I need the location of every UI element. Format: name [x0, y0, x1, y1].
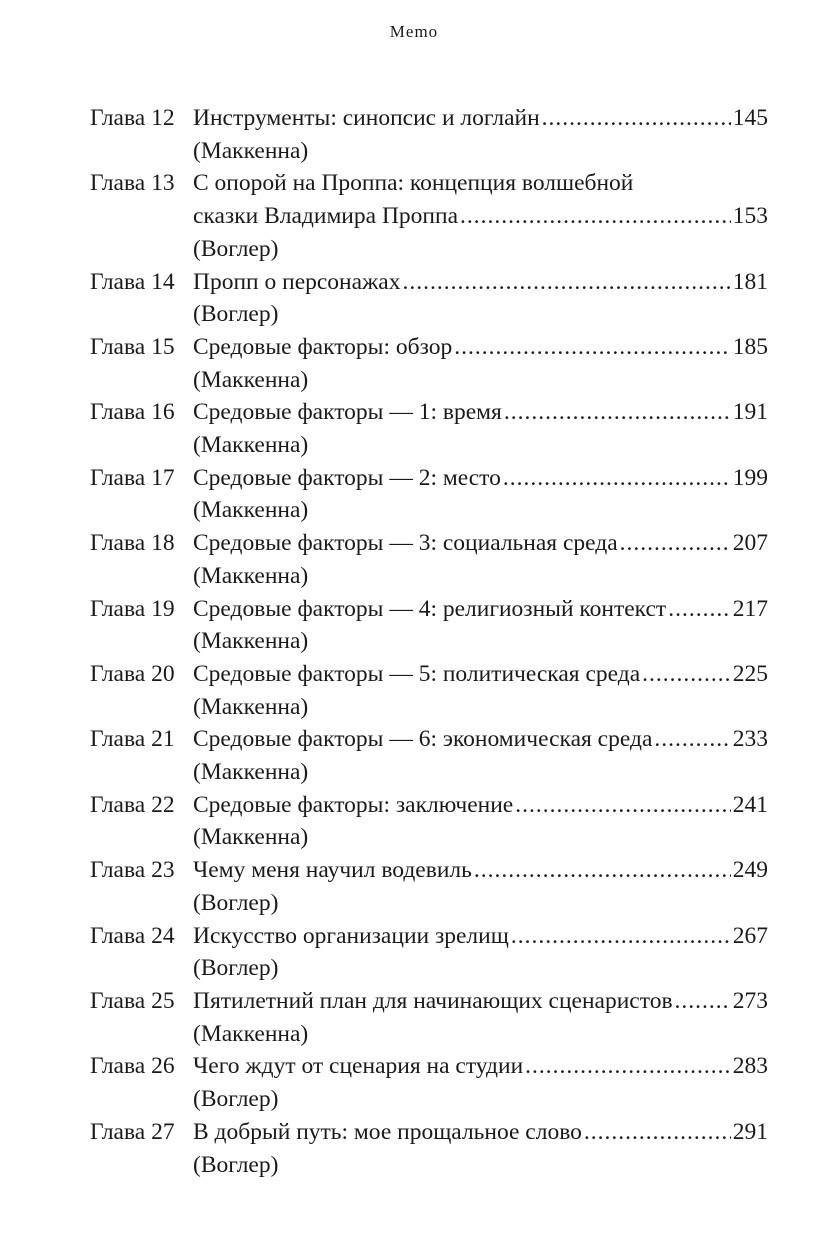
chapter-author: (Маккенна)	[193, 562, 309, 589]
page-number: 181	[732, 268, 768, 295]
chapter-title: Чего ждут от сценария на студии	[193, 1053, 524, 1080]
leader-dots	[642, 658, 731, 691]
toc-entry-22	[90, 789, 768, 854]
chapter-author: (Маккенна)	[193, 824, 309, 851]
toc-entry-19	[90, 593, 768, 658]
chapter-title-line	[193, 266, 768, 299]
chapter-author: (Маккенна)	[193, 497, 309, 524]
leader-dots	[460, 200, 731, 233]
toc-entry-27	[90, 1116, 768, 1181]
chapter-title-line	[193, 789, 768, 822]
leader-dots	[504, 396, 731, 429]
toc-entry-26	[90, 1050, 768, 1115]
chapter-author: (Маккенна)	[193, 759, 309, 786]
leader-dots	[668, 593, 731, 626]
chapter-title: Пятилетний план для начинающих сценаристов	[193, 987, 673, 1014]
chapter-title-line	[193, 331, 768, 364]
chapter-label: Глава 12	[90, 105, 175, 131]
leader-dots	[654, 723, 730, 756]
toc-entry-12	[90, 102, 768, 167]
chapter-title-line	[193, 658, 768, 691]
page-number: 233	[732, 726, 768, 753]
leader-dots	[525, 1050, 731, 1083]
chapter-author: (Воглер)	[193, 1086, 279, 1113]
chapter-author: (Маккенна)	[193, 137, 309, 164]
running-head: Memo	[389, 22, 439, 41]
chapter-label: Глава 23	[90, 857, 175, 884]
chapter-author: (Маккенна)	[193, 432, 309, 459]
chapter-title-line	[193, 920, 768, 953]
chapter-title: Средовые факторы — 5: политическая среда	[193, 660, 641, 687]
chapter-title-line	[193, 1116, 768, 1149]
chapter-title: С опорой на Проппа: концепция волшебной	[193, 170, 634, 197]
leader-dots	[584, 1116, 731, 1149]
chapter-title-line	[193, 723, 768, 756]
toc-entry-21	[90, 723, 768, 788]
chapter-title: Инструменты: синопсис и логлайн	[193, 105, 540, 131]
page-number: 185	[732, 333, 768, 360]
chapter-title-line	[193, 396, 768, 429]
chapter-title-line	[193, 593, 768, 626]
page-number: 217	[732, 595, 768, 622]
chapter-title-line	[193, 102, 768, 135]
chapter-title: Искусство организации зрелищ	[193, 922, 509, 949]
chapter-title-line	[193, 527, 768, 560]
chapter-author: (Воглер)	[193, 889, 279, 916]
chapter-label: Глава 18	[90, 530, 175, 557]
chapter-label: Глава 20	[90, 660, 175, 687]
chapter-author: (Маккенна)	[193, 1020, 309, 1047]
chapter-title: Средовые факторы — 2: место	[193, 464, 501, 491]
leader-dots	[675, 985, 731, 1018]
chapter-title-line	[193, 1050, 768, 1083]
chapter-title-continued: сказки Владимира Проппа	[193, 203, 458, 230]
chapter-label: Глава 25	[90, 987, 175, 1014]
page-number: 273	[732, 987, 768, 1014]
table-of-contents	[90, 102, 768, 1181]
chapter-label: Глава 27	[90, 1118, 175, 1145]
toc-entry-16	[90, 396, 768, 461]
page-number: 145	[732, 105, 768, 131]
leader-dots	[454, 331, 731, 364]
chapter-title: Чему меня научил водевиль	[193, 857, 472, 884]
chapter-label: Глава 17	[90, 464, 175, 491]
chapter-title-line	[193, 854, 768, 887]
chapter-title: Средовые факторы — 4: религиозный контекст	[193, 595, 667, 622]
chapter-label: Глава 15	[90, 333, 175, 360]
chapter-title: Средовые факторы: заключение	[193, 791, 514, 818]
chapter-title: Средовые факторы — 6: экономическая среда	[193, 726, 653, 753]
leader-dots	[542, 102, 731, 135]
chapter-label: Глава 13	[90, 170, 175, 197]
page-number: 225	[732, 660, 768, 687]
toc-entry-23	[90, 854, 768, 919]
chapter-author: (Воглер)	[193, 301, 279, 328]
chapter-author: (Маккенна)	[193, 366, 309, 393]
toc-entry-13	[90, 167, 768, 265]
toc-entry-24	[90, 920, 768, 985]
page-number: 241	[732, 791, 768, 818]
leader-dots	[474, 854, 731, 887]
toc-entry-20	[90, 658, 768, 723]
chapter-author: (Маккенна)	[193, 693, 309, 720]
page-number: 267	[732, 922, 768, 949]
chapter-title: Средовые факторы: обзор	[193, 333, 453, 360]
chapter-author: (Воглер)	[193, 955, 279, 982]
page-number: 153	[732, 203, 768, 230]
chapter-author: (Маккенна)	[193, 628, 309, 655]
chapter-author: (Воглер)	[193, 1151, 279, 1178]
toc-entry-17	[90, 462, 768, 527]
chapter-label: Глава 21	[90, 726, 175, 753]
chapter-label: Глава 24	[90, 922, 175, 949]
page-number: 191	[732, 399, 768, 426]
toc-entry-25	[90, 985, 768, 1050]
chapter-label: Глава 14	[90, 268, 175, 295]
page-number: 291	[732, 1118, 768, 1145]
chapter-title: Пропп о персонажах	[193, 268, 401, 295]
leader-dots	[503, 462, 731, 495]
leader-dots	[511, 920, 731, 953]
leader-dots	[515, 789, 731, 822]
chapter-label: Глава 19	[90, 595, 175, 622]
chapter-title-line	[193, 167, 768, 200]
page-number: 249	[732, 857, 768, 884]
chapter-label: Глава 26	[90, 1053, 175, 1080]
chapter-label: Глава 16	[90, 399, 175, 426]
page-number: 207	[732, 530, 768, 557]
chapter-title: Средовые факторы — 3: социальная среда	[193, 530, 618, 557]
toc-entry-15	[90, 331, 768, 396]
leader-dots	[402, 266, 730, 299]
toc-entry-18	[90, 527, 768, 592]
page-number: 199	[732, 464, 768, 491]
chapter-title: Средовые факторы — 1: время	[193, 399, 502, 426]
chapter-title-line	[193, 200, 768, 233]
page-number: 283	[732, 1053, 768, 1080]
chapter-title-line	[193, 985, 768, 1018]
chapter-title-line	[193, 462, 768, 495]
toc-entry-14	[90, 266, 768, 331]
chapter-title: В добрый путь: мое прощальное слово	[193, 1118, 582, 1145]
chapter-author: (Воглер)	[193, 235, 279, 262]
leader-dots	[620, 527, 731, 560]
chapter-label: Глава 22	[90, 791, 175, 818]
